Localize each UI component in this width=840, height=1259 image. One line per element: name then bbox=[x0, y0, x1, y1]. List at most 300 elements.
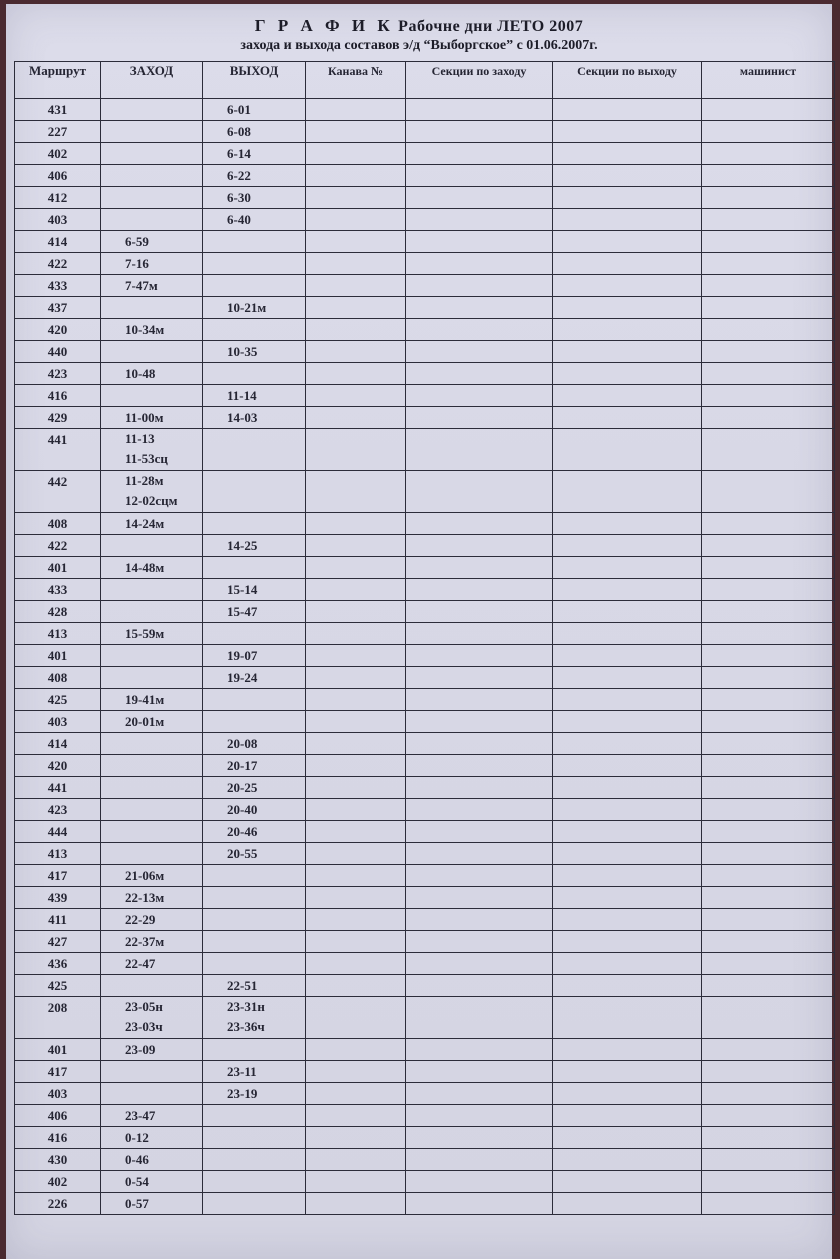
entry-time: 23-03ч bbox=[125, 1019, 163, 1034]
route-number: 429 bbox=[15, 407, 101, 429]
pit-cell bbox=[306, 799, 406, 821]
entry-time-cell bbox=[101, 253, 203, 275]
route-number: 423 bbox=[15, 799, 101, 821]
pit-cell bbox=[306, 429, 406, 471]
sections-out-cell bbox=[553, 557, 702, 579]
exit-time: 20-25 bbox=[227, 780, 258, 795]
exit-time: 6-22 bbox=[227, 168, 251, 183]
exit-time: 20-40 bbox=[227, 802, 258, 817]
route-number: 417 bbox=[15, 1061, 101, 1083]
sections-out-cell bbox=[553, 231, 702, 253]
table-row bbox=[15, 843, 835, 865]
exit-time-cell bbox=[203, 887, 306, 909]
table-row bbox=[15, 689, 835, 711]
pit-cell bbox=[306, 275, 406, 297]
sections-in-cell bbox=[406, 471, 553, 513]
driver-cell bbox=[702, 1149, 835, 1171]
exit-time-cell bbox=[203, 143, 306, 165]
sections-out-cell bbox=[553, 143, 702, 165]
entry-time-cell bbox=[101, 1039, 203, 1061]
entry-time-cell bbox=[101, 363, 203, 385]
exit-time-cell bbox=[203, 821, 306, 843]
route-number: 433 bbox=[15, 275, 101, 297]
pit-cell bbox=[306, 1127, 406, 1149]
exit-time: 15-14 bbox=[227, 582, 258, 597]
exit-time-cell bbox=[203, 1083, 306, 1105]
sections-in-cell bbox=[406, 1127, 553, 1149]
exit-time: 6-30 bbox=[227, 190, 251, 205]
sections-in-cell bbox=[406, 909, 553, 931]
pit-cell bbox=[306, 143, 406, 165]
driver-cell bbox=[702, 1127, 835, 1149]
sections-out-cell bbox=[553, 733, 702, 755]
sections-out-cell bbox=[553, 777, 702, 799]
sections-out-cell bbox=[553, 253, 702, 275]
sections-out-cell bbox=[553, 407, 702, 429]
exit-time-cell bbox=[203, 429, 306, 471]
sections-out-cell bbox=[553, 711, 702, 733]
pit-cell bbox=[306, 363, 406, 385]
title-prefix: Г Р А Ф И К bbox=[254, 16, 394, 35]
entry-time-cell bbox=[101, 1171, 203, 1193]
route-number: 423 bbox=[15, 363, 101, 385]
table-row bbox=[15, 165, 835, 187]
entry-time: 23-09 bbox=[125, 1042, 156, 1057]
table-row bbox=[15, 1193, 835, 1215]
entry-time: 11-13 bbox=[125, 431, 155, 446]
pit-cell bbox=[306, 865, 406, 887]
exit-time: 20-08 bbox=[227, 736, 258, 751]
entry-time: 22-47 bbox=[125, 956, 156, 971]
entry-time-cell bbox=[101, 557, 203, 579]
entry-time-cell bbox=[101, 953, 203, 975]
document-subtitle: захода и выхода составов э/д “Выборгское” с 01.06.2007г. bbox=[240, 38, 598, 53]
route-number: 416 bbox=[15, 1127, 101, 1149]
exit-time: 6-01 bbox=[227, 102, 251, 117]
entry-time: 0-46 bbox=[125, 1152, 149, 1167]
entry-time: 11-28м bbox=[125, 473, 164, 488]
entry-time: 21-06м bbox=[125, 868, 165, 883]
sections-in-cell bbox=[406, 385, 553, 407]
driver-cell bbox=[702, 253, 835, 275]
table-row bbox=[15, 535, 835, 557]
exit-time-cell bbox=[203, 209, 306, 231]
driver-cell bbox=[702, 143, 835, 165]
sections-in-cell bbox=[406, 143, 553, 165]
entry-time-cell bbox=[101, 645, 203, 667]
driver-cell bbox=[702, 231, 835, 253]
driver-cell bbox=[702, 209, 835, 231]
driver-cell bbox=[702, 777, 835, 799]
sections-in-cell bbox=[406, 557, 553, 579]
sections-in-cell bbox=[406, 689, 553, 711]
entry-time-cell bbox=[101, 407, 203, 429]
exit-time-cell bbox=[203, 1061, 306, 1083]
exit-time-cell bbox=[203, 557, 306, 579]
entry-time: 7-16 bbox=[125, 256, 149, 271]
pit-cell bbox=[306, 385, 406, 407]
exit-time-cell bbox=[203, 1193, 306, 1215]
route-number: 402 bbox=[15, 143, 101, 165]
driver-cell bbox=[702, 975, 835, 997]
route-number: 430 bbox=[15, 1149, 101, 1171]
sections-out-cell bbox=[553, 579, 702, 601]
sections-out-cell bbox=[553, 385, 702, 407]
sections-out-cell bbox=[553, 755, 702, 777]
exit-time-cell bbox=[203, 623, 306, 645]
driver-cell bbox=[702, 187, 835, 209]
entry-time: 19-41м bbox=[125, 692, 165, 707]
route-number: 408 bbox=[15, 667, 101, 689]
entry-time-cell bbox=[101, 1061, 203, 1083]
entry-time-cell bbox=[101, 1083, 203, 1105]
entry-time-cell bbox=[101, 931, 203, 953]
driver-cell bbox=[702, 513, 835, 535]
entry-time-cell bbox=[101, 341, 203, 363]
table-row bbox=[15, 209, 835, 231]
sections-in-cell bbox=[406, 777, 553, 799]
route-number: 403 bbox=[15, 209, 101, 231]
pit-cell bbox=[306, 209, 406, 231]
sections-out-cell bbox=[553, 601, 702, 623]
route-number: 227 bbox=[15, 121, 101, 143]
route-number: 414 bbox=[15, 231, 101, 253]
pit-cell bbox=[306, 297, 406, 319]
pit-cell bbox=[306, 187, 406, 209]
exit-time-cell bbox=[203, 799, 306, 821]
exit-time-cell bbox=[203, 275, 306, 297]
table-row bbox=[15, 253, 835, 275]
entry-time-cell bbox=[101, 99, 203, 121]
entry-time-cell bbox=[101, 385, 203, 407]
sections-in-cell bbox=[406, 407, 553, 429]
sections-in-cell bbox=[406, 975, 553, 997]
sections-out-cell bbox=[553, 513, 702, 535]
exit-time-cell bbox=[203, 1105, 306, 1127]
entry-time: 22-37м bbox=[125, 934, 165, 949]
table-row bbox=[15, 363, 835, 385]
sections-in-cell bbox=[406, 843, 553, 865]
table-row bbox=[15, 231, 835, 253]
sections-in-cell bbox=[406, 535, 553, 557]
sections-out-cell bbox=[553, 209, 702, 231]
sections-in-cell bbox=[406, 341, 553, 363]
exit-time: 23-36ч bbox=[227, 1019, 265, 1034]
entry-time-cell bbox=[101, 513, 203, 535]
schedule-rows bbox=[15, 99, 835, 1215]
route-number: 440 bbox=[15, 341, 101, 363]
table-row bbox=[15, 1083, 835, 1105]
pit-cell bbox=[306, 1083, 406, 1105]
route-number: 406 bbox=[15, 1105, 101, 1127]
driver-cell bbox=[702, 341, 835, 363]
entry-time-cell bbox=[101, 623, 203, 645]
driver-cell bbox=[702, 579, 835, 601]
entry-time: 10-48 bbox=[125, 366, 156, 381]
sections-out-cell bbox=[553, 471, 702, 513]
pit-cell bbox=[306, 953, 406, 975]
column-header-sections-in: Секции по заходу bbox=[406, 62, 553, 99]
exit-time-cell bbox=[203, 711, 306, 733]
route-number: 422 bbox=[15, 535, 101, 557]
pit-cell bbox=[306, 909, 406, 931]
route-number: 444 bbox=[15, 821, 101, 843]
entry-time: 23-05н bbox=[125, 999, 163, 1014]
route-number: 401 bbox=[15, 557, 101, 579]
sections-in-cell bbox=[406, 821, 553, 843]
pit-cell bbox=[306, 319, 406, 341]
route-number: 208 bbox=[15, 997, 101, 1039]
driver-cell bbox=[702, 121, 835, 143]
driver-cell bbox=[702, 535, 835, 557]
entry-time-cell bbox=[101, 733, 203, 755]
column-header-sections-out: Секции по выходу bbox=[553, 62, 702, 99]
sections-out-cell bbox=[553, 1171, 702, 1193]
route-number: 441 bbox=[15, 777, 101, 799]
driver-cell bbox=[702, 471, 835, 513]
entry-time-cell bbox=[101, 711, 203, 733]
column-header-entry: ЗАХОД bbox=[101, 62, 203, 99]
pit-cell bbox=[306, 931, 406, 953]
pit-cell bbox=[306, 253, 406, 275]
driver-cell bbox=[702, 997, 835, 1039]
exit-time-cell bbox=[203, 385, 306, 407]
pit-cell bbox=[306, 645, 406, 667]
driver-cell bbox=[702, 887, 835, 909]
sections-in-cell bbox=[406, 1149, 553, 1171]
driver-cell bbox=[702, 601, 835, 623]
sections-in-cell bbox=[406, 1105, 553, 1127]
driver-cell bbox=[702, 755, 835, 777]
table-row bbox=[15, 931, 835, 953]
table-row bbox=[15, 711, 835, 733]
sections-in-cell bbox=[406, 755, 553, 777]
entry-time-cell bbox=[101, 187, 203, 209]
sections-in-cell bbox=[406, 1193, 553, 1215]
sections-in-cell bbox=[406, 253, 553, 275]
entry-time-cell bbox=[101, 1105, 203, 1127]
entry-time: 15-59м bbox=[125, 626, 165, 641]
table-row bbox=[15, 1105, 835, 1127]
route-number: 413 bbox=[15, 623, 101, 645]
entry-time: 12-02сцм bbox=[125, 493, 178, 508]
route-number: 413 bbox=[15, 843, 101, 865]
exit-time-cell bbox=[203, 471, 306, 513]
entry-time: 0-54 bbox=[125, 1174, 149, 1189]
route-number: 403 bbox=[15, 711, 101, 733]
sections-in-cell bbox=[406, 1061, 553, 1083]
exit-time-cell bbox=[203, 667, 306, 689]
driver-cell bbox=[702, 645, 835, 667]
pit-cell bbox=[306, 99, 406, 121]
sections-in-cell bbox=[406, 1083, 553, 1105]
entry-time-cell bbox=[101, 579, 203, 601]
pit-cell bbox=[306, 667, 406, 689]
exit-time: 10-35 bbox=[227, 344, 258, 359]
exit-time: 15-47 bbox=[227, 604, 258, 619]
exit-time-cell bbox=[203, 1127, 306, 1149]
entry-time-cell bbox=[101, 275, 203, 297]
entry-time-cell bbox=[101, 997, 203, 1039]
exit-time: 20-46 bbox=[227, 824, 258, 839]
exit-time-cell bbox=[203, 865, 306, 887]
entry-time: 14-48м bbox=[125, 560, 165, 575]
route-number: 417 bbox=[15, 865, 101, 887]
schedule-table bbox=[14, 61, 835, 1215]
route-number: 422 bbox=[15, 253, 101, 275]
sections-out-cell bbox=[553, 689, 702, 711]
exit-time-cell bbox=[203, 253, 306, 275]
table-row bbox=[15, 1149, 835, 1171]
table-row bbox=[15, 275, 835, 297]
entry-time-cell bbox=[101, 1127, 203, 1149]
table-row bbox=[15, 471, 835, 513]
exit-time-cell bbox=[203, 1171, 306, 1193]
route-number: 412 bbox=[15, 187, 101, 209]
sections-in-cell bbox=[406, 121, 553, 143]
table-row bbox=[15, 1127, 835, 1149]
exit-time-cell bbox=[203, 645, 306, 667]
exit-time: 14-03 bbox=[227, 410, 258, 425]
driver-cell bbox=[702, 1083, 835, 1105]
table-row bbox=[15, 755, 835, 777]
sections-in-cell bbox=[406, 953, 553, 975]
table-row bbox=[15, 975, 835, 997]
table-row bbox=[15, 1061, 835, 1083]
sections-in-cell bbox=[406, 865, 553, 887]
column-header-route: Маршрут bbox=[15, 62, 101, 99]
sections-in-cell bbox=[406, 887, 553, 909]
sections-in-cell bbox=[406, 645, 553, 667]
sections-out-cell bbox=[553, 667, 702, 689]
sections-out-cell bbox=[553, 997, 702, 1039]
entry-time: 22-13м bbox=[125, 890, 165, 905]
driver-cell bbox=[702, 99, 835, 121]
entry-time-cell bbox=[101, 429, 203, 471]
entry-time-cell bbox=[101, 689, 203, 711]
driver-cell bbox=[702, 165, 835, 187]
exit-time-cell bbox=[203, 909, 306, 931]
driver-cell bbox=[702, 733, 835, 755]
table-row bbox=[15, 777, 835, 799]
sections-in-cell bbox=[406, 319, 553, 341]
sections-out-cell bbox=[553, 799, 702, 821]
entry-time: 23-47 bbox=[125, 1108, 156, 1123]
exit-time-cell bbox=[203, 513, 306, 535]
driver-cell bbox=[702, 385, 835, 407]
exit-time-cell bbox=[203, 997, 306, 1039]
entry-time-cell bbox=[101, 297, 203, 319]
driver-cell bbox=[702, 319, 835, 341]
exit-time-cell bbox=[203, 843, 306, 865]
table-row bbox=[15, 645, 835, 667]
exit-time-cell bbox=[203, 601, 306, 623]
route-number: 411 bbox=[15, 909, 101, 931]
driver-cell bbox=[702, 843, 835, 865]
exit-time-cell bbox=[203, 231, 306, 253]
pit-cell bbox=[306, 689, 406, 711]
pit-cell bbox=[306, 755, 406, 777]
paper-sheet bbox=[6, 4, 832, 1259]
entry-time: 0-57 bbox=[125, 1196, 149, 1211]
pit-cell bbox=[306, 975, 406, 997]
table-row bbox=[15, 99, 835, 121]
exit-time: 19-24 bbox=[227, 670, 258, 685]
driver-cell bbox=[702, 931, 835, 953]
sections-in-cell bbox=[406, 997, 553, 1039]
entry-time-cell bbox=[101, 165, 203, 187]
exit-time-cell bbox=[203, 931, 306, 953]
exit-time-cell bbox=[203, 319, 306, 341]
driver-cell bbox=[702, 799, 835, 821]
sections-out-cell bbox=[553, 1193, 702, 1215]
entry-time-cell bbox=[101, 471, 203, 513]
route-number: 442 bbox=[15, 471, 101, 513]
entry-time: 6-59 bbox=[125, 234, 149, 249]
driver-cell bbox=[702, 1039, 835, 1061]
driver-cell bbox=[702, 275, 835, 297]
pit-cell bbox=[306, 1171, 406, 1193]
table-row bbox=[15, 733, 835, 755]
table-row bbox=[15, 297, 835, 319]
pit-cell bbox=[306, 887, 406, 909]
entry-time-cell bbox=[101, 821, 203, 843]
entry-time-cell bbox=[101, 887, 203, 909]
route-number: 408 bbox=[15, 513, 101, 535]
exit-time-cell bbox=[203, 165, 306, 187]
route-number: 420 bbox=[15, 319, 101, 341]
sections-out-cell bbox=[553, 429, 702, 471]
entry-time-cell bbox=[101, 601, 203, 623]
sections-in-cell bbox=[406, 667, 553, 689]
pit-cell bbox=[306, 821, 406, 843]
driver-cell bbox=[702, 689, 835, 711]
sections-out-cell bbox=[553, 99, 702, 121]
exit-time: 6-08 bbox=[227, 124, 251, 139]
route-number: 416 bbox=[15, 385, 101, 407]
exit-time: 11-14 bbox=[227, 388, 257, 403]
pit-cell bbox=[306, 165, 406, 187]
driver-cell bbox=[702, 1193, 835, 1215]
pit-cell bbox=[306, 1149, 406, 1171]
table-row bbox=[15, 385, 835, 407]
route-number: 431 bbox=[15, 99, 101, 121]
sections-in-cell bbox=[406, 1171, 553, 1193]
driver-cell bbox=[702, 407, 835, 429]
entry-time-cell bbox=[101, 143, 203, 165]
exit-time: 22-51 bbox=[227, 978, 258, 993]
sections-out-cell bbox=[553, 821, 702, 843]
route-number: 436 bbox=[15, 953, 101, 975]
pit-cell bbox=[306, 733, 406, 755]
sections-out-cell bbox=[553, 931, 702, 953]
route-number: 437 bbox=[15, 297, 101, 319]
route-number: 403 bbox=[15, 1083, 101, 1105]
sections-in-cell bbox=[406, 363, 553, 385]
table-row bbox=[15, 865, 835, 887]
sections-out-cell bbox=[553, 319, 702, 341]
entry-time-cell bbox=[101, 535, 203, 557]
entry-time-cell bbox=[101, 909, 203, 931]
table-row bbox=[15, 341, 835, 363]
exit-time: 23-19 bbox=[227, 1086, 258, 1101]
exit-time-cell bbox=[203, 689, 306, 711]
entry-time: 10-34м bbox=[125, 322, 165, 337]
driver-cell bbox=[702, 297, 835, 319]
entry-time-cell bbox=[101, 1149, 203, 1171]
table-row bbox=[15, 667, 835, 689]
exit-time: 20-55 bbox=[227, 846, 258, 861]
